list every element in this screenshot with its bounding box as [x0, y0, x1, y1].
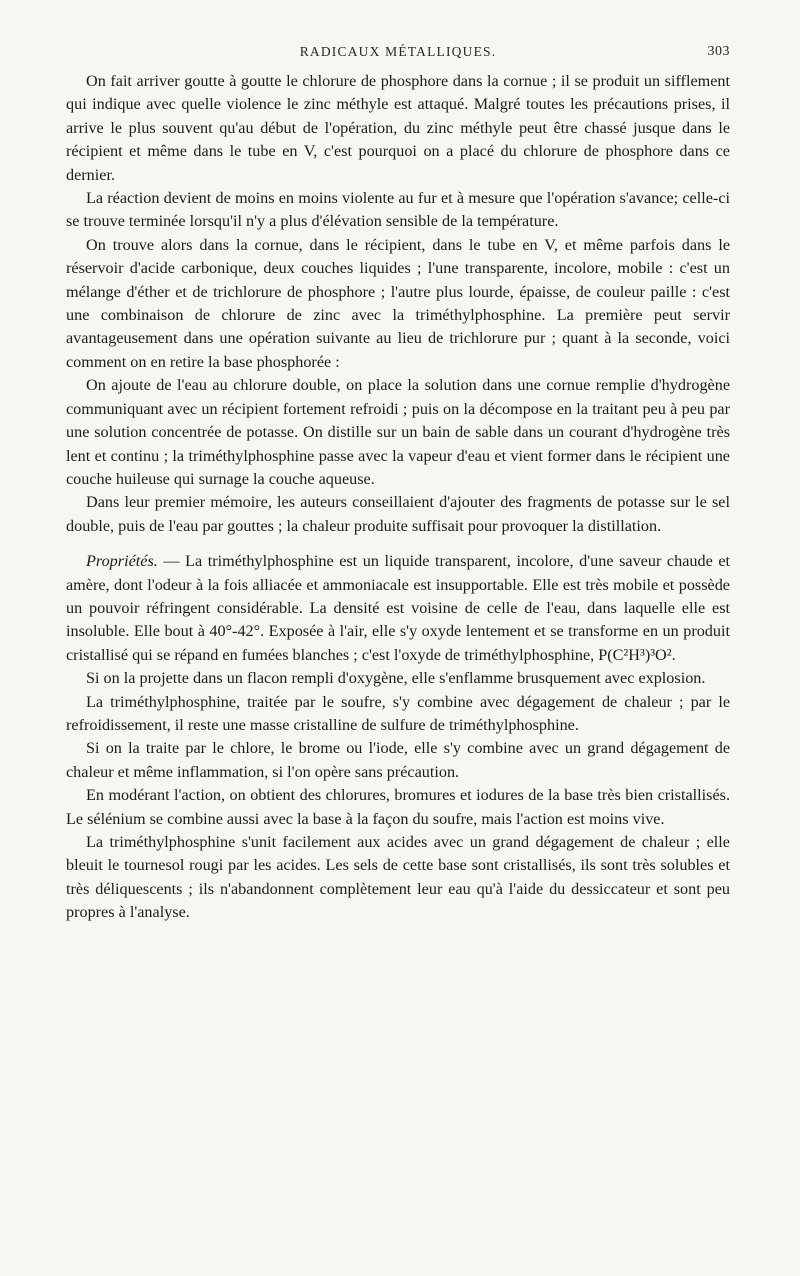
paragraph-9: Si on la traite par le chlore, le brome ou l'iode, elle s'y combine avec un grand dégagement de chaleur et même inflammation, si l'on opère sans précaution.: [66, 739, 730, 781]
paragraph-4: On ajoute de l'eau au chlorure double, on place la solution dans une cornue remplie d'hydrogène communiquant avec un récipient fortement refroidi ; puis on la décompose en la traitant peu à peu par une solution concentrée de potasse. On distille sur un bain de sable dans un courant d'hydrogène très lent et continu ; la triméthylphosphine passe avec la vapeur d'eau et vient former dans le récipient une couche huileuse qui surnage la couche aqueuse.: [66, 376, 730, 488]
paragraph-8: La triméthylphosphine, traitée par le soufre, s'y combine avec dégagement de chaleur ; par le refroidissement, il reste une masse cristalline de sulfure de triméthylphosphine.: [66, 692, 730, 734]
paragraph-10: En modérant l'action, on obtient des chlorures, bromures et iodures de la base très bien cristallisés. Le sélénium se combine aussi avec la base à la façon du soufre, mais l'action est moins vive.: [66, 786, 730, 828]
section-lead-properties: Propriétés.: [86, 552, 158, 571]
paragraph-7: Si on la projette dans un flacon rempli d'oxygène, elle s'enflamme brusquement avec explosion.: [86, 669, 706, 688]
body-text: [66, 70, 730, 925]
paragraph-properties: [66, 550, 730, 667]
running-title: RADICAUX MÉTALLIQUES.: [299, 44, 497, 59]
paragraph-11: La triméthylphosphine s'unit facilement aux acides avec un grand dégagement de chaleur ; elle bleuit le tournesol rougi par les acides. Les sels de cette base sont cristallisés, ils sont très solubles et très déliquescents ; ils n'abandonnent complètement leur eau qu'à l'aide du dessiccateur et sont peu propres à l'analyse.: [66, 833, 730, 922]
page-number: 303: [707, 44, 730, 59]
paragraph-3: On trouve alors dans la cornue, dans le récipient, dans le tube en V, et même parfois dans le réservoir d'acide carbonique, deux couches liquides ; l'une transparente, incolore, mobile : c'est un mélange d'éther et de trichlorure de phosphore ; l'autre plus lourde, épaisse, de couleur paille : c'est une combinaison de chlorure de zinc avec la triméthylphosphine. La première peut servir avantageusement dans une opération suivante au lieu de trichlorure pur ; quant à la seconde, voici comment on en retire la base phosphorée :: [66, 235, 730, 371]
running-header: [66, 44, 730, 68]
paragraph-2: La réaction devient de moins en moins violente au fur et à mesure que l'opération s'avance; celle-ci se trouve terminée lorsqu'il n'y a plus d'élévation sensible de la température.: [66, 189, 730, 231]
paragraph-properties-text: — La triméthylphosphine est un liquide transparent, incolore, d'une saveur chaude et amère, dont l'odeur à la fois alliacée et ammoniacale est insupportable. Elle est très mobile et possède un pouvoir réfringent considérable. La densité est voisine de celle de l'eau, dans laquelle elle est insoluble. Elle bout à 40°-42°. Exposée à l'air, elle s'y oxyde lentement et se transforme en un produit cristallisé qui se répand en fumées blanches ; c'est l'oxyde de triméthylphosphine, P(C²H³)³O².: [66, 552, 730, 664]
paragraph-1: On fait arriver goutte à goutte le chlorure de phosphore dans la cornue ; il se produit un sifflement qui indique avec quelle violence le zinc méthyle est attaqué. Malgré toutes les précautions prises, il arrive le plus souvent qu'au début de l'opération, du zinc méthyle peut être chassé jusque dans le récipient et même dans le tube en V, c'est pourquoi on a placé du chlorure de phosphore dans ce dernier.: [66, 72, 730, 184]
paragraph-5: Dans leur premier mémoire, les auteurs conseillaient d'ajouter des fragments de potasse sur le sel double, puis de l'eau par gouttes ; la chaleur produite suffisait pour provoquer la distillation.: [66, 493, 730, 535]
